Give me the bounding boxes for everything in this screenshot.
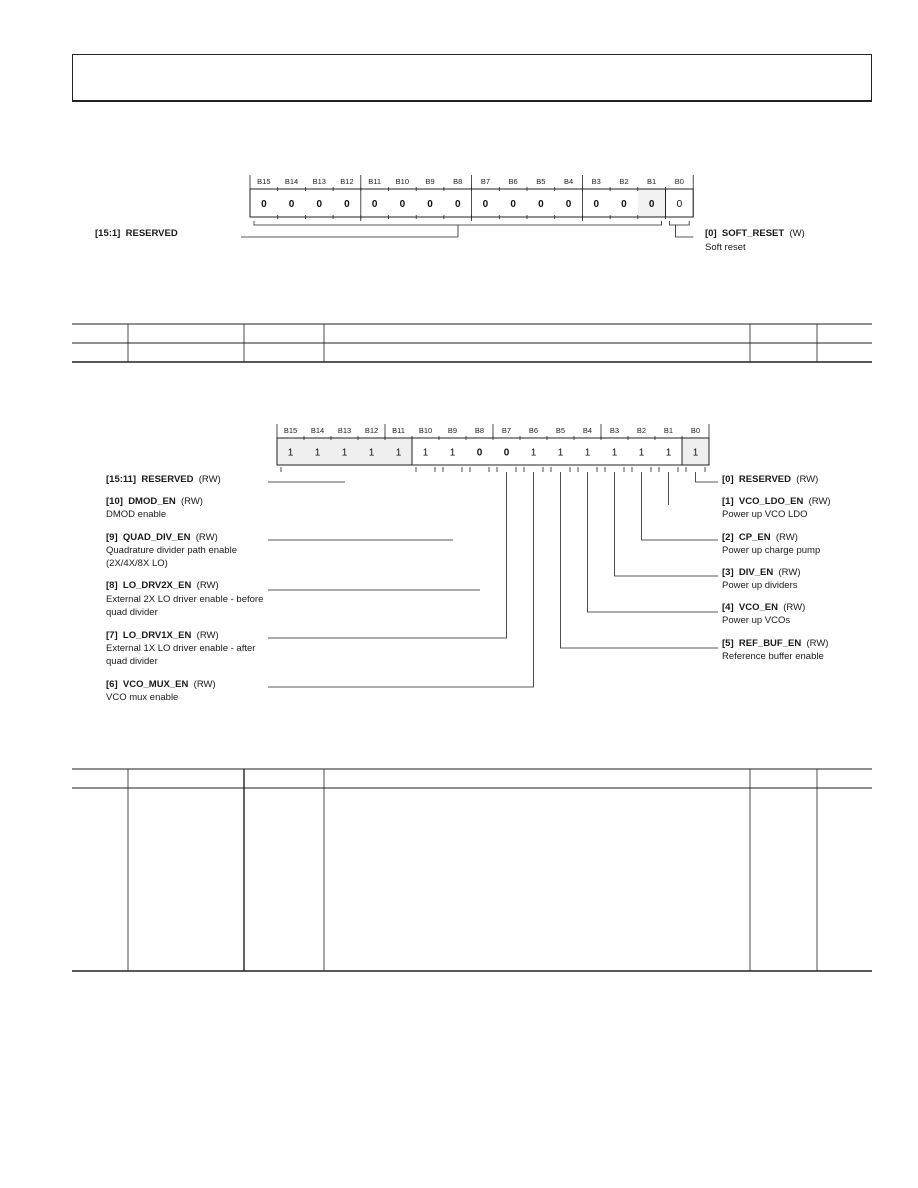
bit-number: B1	[647, 177, 657, 186]
reg1-right-range: [0]	[705, 228, 717, 239]
bit-value: 0	[676, 199, 683, 210]
bit-number: B6	[508, 177, 518, 186]
field-name: DMOD_EN	[128, 496, 176, 507]
bit-number: B3	[609, 426, 620, 435]
field-access: (RW)	[196, 630, 219, 641]
field-access: (RW)	[778, 567, 801, 578]
field-access: (RW)	[198, 474, 221, 485]
bit-value: 1	[584, 447, 591, 459]
bit-value: 0	[565, 199, 572, 210]
bit-value: 0	[621, 199, 627, 210]
reg1-left-range: [15:1]	[95, 228, 121, 239]
field-access: (RW)	[193, 679, 216, 690]
bit-value: 1	[557, 447, 564, 459]
field-name: RESERVED	[738, 474, 791, 485]
field-desc: quad divider	[106, 607, 158, 618]
field-access: (RW)	[783, 602, 806, 613]
bit-value: 0	[476, 447, 483, 459]
bit-value: 0	[503, 447, 510, 459]
bit-number: B9	[447, 426, 458, 435]
field-range: [0]	[722, 474, 734, 485]
bit-value: 1	[665, 447, 672, 459]
bit-number: B10	[418, 426, 433, 435]
field-name: DIV_EN	[738, 567, 774, 578]
bit-value: 0	[593, 199, 600, 210]
bit-number: B2	[619, 177, 629, 186]
bit-value: 1	[638, 447, 645, 459]
field-name: QUAD_DIV_EN	[122, 532, 191, 543]
field-name: RESERVED	[141, 474, 194, 485]
bit-number: B8	[453, 177, 463, 186]
bit-number: B12	[340, 177, 354, 186]
bit-number: B15	[283, 426, 298, 435]
bit-number: B1	[663, 426, 674, 435]
field-access: (RW)	[808, 496, 831, 507]
field-desc: External 2X LO driver enable - before	[106, 594, 264, 605]
field-range: [5]	[722, 638, 734, 649]
bit-number: B7	[480, 177, 491, 186]
field-desc: VCO mux enable	[106, 692, 179, 703]
bit-value: 0	[261, 199, 267, 210]
field-desc: Quadrature divider path enable	[106, 545, 237, 556]
bit-number: B5	[555, 426, 566, 435]
bit-number: B14	[310, 426, 325, 435]
field-name: CP_EN	[738, 532, 771, 543]
field-desc: Power up VCOs	[722, 615, 791, 626]
bit-number: B6	[528, 426, 539, 435]
bit-value: 0	[399, 199, 406, 210]
reg1-left-name: RESERVED	[125, 228, 178, 239]
field-range: [3]	[722, 567, 734, 578]
field-desc: Power up charge pump	[722, 545, 821, 556]
field-range: [7]	[106, 630, 118, 641]
bit-value: 0	[482, 199, 489, 210]
bit-value: 1	[368, 447, 375, 459]
field-name: VCO_EN	[738, 602, 778, 613]
bit-value: 0	[538, 199, 544, 210]
bit-value: 1	[314, 447, 321, 459]
field-access: (RW)	[195, 532, 218, 543]
bit-number: B4	[582, 426, 593, 435]
bit-value: 0	[454, 199, 461, 210]
bit-number: B4	[563, 177, 574, 186]
bit-value: 1	[530, 447, 537, 459]
bit-number: B11	[392, 426, 405, 435]
field-access: (RW)	[775, 532, 798, 543]
bit-number: B9	[425, 177, 435, 186]
bit-value: 1	[692, 447, 699, 459]
bit-value: 0	[510, 199, 516, 210]
bit-value: 0	[427, 199, 433, 210]
field-range: [10]	[106, 496, 123, 507]
field-access: (RW)	[796, 474, 819, 485]
field-access: (RW)	[180, 496, 203, 507]
field-name: REF_BUF_EN	[738, 638, 802, 649]
bit-value: 1	[422, 447, 429, 459]
field-range: [6]	[106, 679, 118, 690]
bit-number: B13	[312, 177, 326, 186]
bit-value: 1	[287, 447, 294, 459]
bit-number: B0	[690, 426, 701, 435]
bit-value: 0	[371, 199, 378, 210]
bit-value: 1	[341, 447, 348, 459]
bit-number: B12	[364, 426, 379, 435]
field-desc: Power up VCO LDO	[722, 509, 808, 520]
field-name: VCO_LDO_EN	[738, 496, 804, 507]
bit-number: B14	[284, 177, 299, 186]
field-access: (RW)	[806, 638, 829, 649]
bit-value: 0	[648, 199, 655, 210]
bit-number: B3	[591, 177, 601, 186]
bit-number: B10	[395, 177, 410, 186]
field-name: VCO_MUX_EN	[122, 679, 189, 690]
reg1-right-desc: Soft reset	[705, 242, 746, 253]
bit-number: B11	[368, 177, 382, 186]
field-name: LO_DRV2X_EN	[122, 580, 192, 591]
field-desc: Power up dividers	[722, 580, 798, 591]
bit-value: 0	[344, 199, 350, 210]
bit-number: B5	[536, 177, 546, 186]
field-desc: DMOD enable	[106, 509, 167, 520]
field-range: [2]	[722, 532, 734, 543]
field-desc: Reference buffer enable	[722, 651, 824, 662]
bit-value: 1	[395, 447, 402, 459]
bit-number: B2	[636, 426, 647, 435]
field-range: [15:11]	[106, 474, 137, 485]
bit-number: B15	[257, 177, 271, 186]
bit-number: B8	[474, 426, 485, 435]
bit-number: B0	[674, 177, 684, 186]
bit-number: B13	[337, 426, 352, 435]
field-desc: quad divider	[106, 656, 158, 667]
field-desc: (2X/4X/8X LO)	[106, 558, 168, 569]
field-range: [9]	[106, 532, 118, 543]
field-range: [1]	[722, 496, 734, 507]
field-range: [4]	[722, 602, 734, 613]
bit-number: B7	[501, 426, 512, 435]
bit-value: 0	[288, 199, 295, 210]
bit-value: 0	[316, 199, 323, 210]
reg1-right-name: SOFT_RESET	[721, 228, 785, 239]
bit-value: 1	[611, 447, 618, 459]
field-name: LO_DRV1X_EN	[122, 630, 192, 641]
reg1-right-access: (W)	[789, 228, 805, 239]
bit-value: 1	[449, 447, 456, 459]
field-desc: External 1X LO driver enable - after	[106, 643, 256, 654]
field-range: [8]	[106, 580, 118, 591]
field-access: (RW)	[196, 580, 219, 591]
